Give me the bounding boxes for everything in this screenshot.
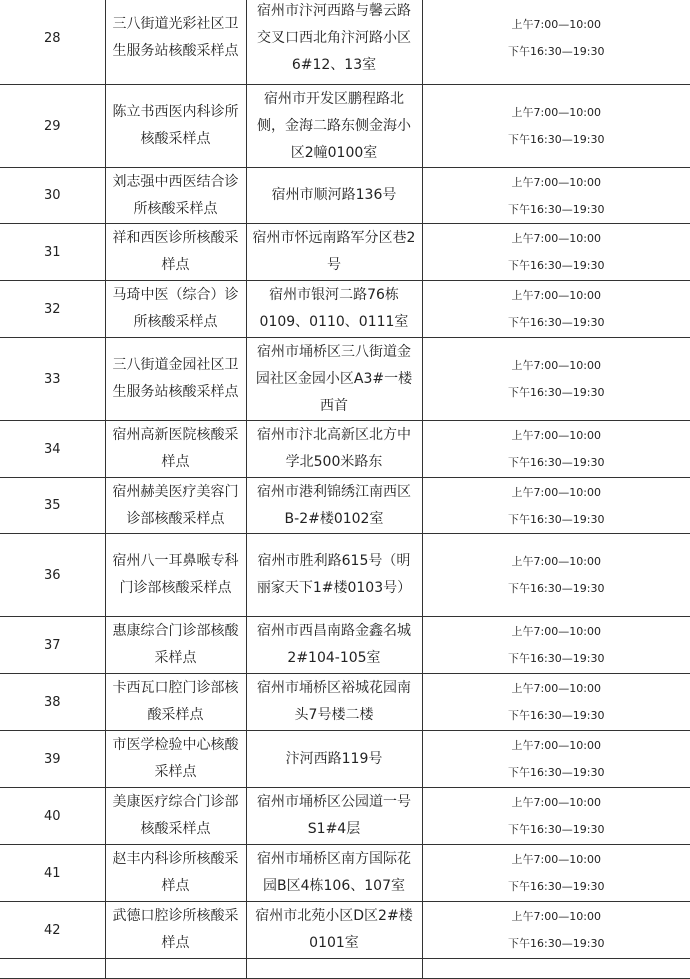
afternoon-hours: 下午16:30—19:30 [423, 930, 690, 957]
row-number: 32 [0, 281, 105, 338]
site-name [105, 959, 246, 979]
site-address: 宿州市顺河路136号 [246, 168, 422, 224]
site-name: 赵丰内科诊所核酸采样点 [105, 845, 246, 902]
morning-hours: 上午7:00—10:00 [423, 732, 690, 759]
row-number: 29 [0, 85, 105, 168]
opening-hours [422, 168, 690, 224]
table-row [0, 0, 690, 85]
opening-hours [422, 902, 690, 959]
afternoon-hours: 下午16:30—19:30 [423, 575, 690, 602]
table-row [0, 224, 690, 281]
morning-hours: 上午7:00—10:00 [423, 169, 690, 196]
row-number: 39 [0, 731, 105, 788]
site-name: 惠康综合门诊部核酸采样点 [105, 617, 246, 674]
table-row [0, 421, 690, 478]
site-address: 宿州市港利锦绣江南西区B-2#楼0102室 [246, 478, 422, 534]
afternoon-hours: 下午16:30—19:30 [423, 38, 690, 65]
table-row [0, 168, 690, 224]
row-number: 34 [0, 421, 105, 478]
opening-hours [422, 788, 690, 845]
site-address [246, 959, 422, 979]
afternoon-hours: 下午16:30—19:30 [423, 449, 690, 476]
afternoon-hours: 下午16:30—19:30 [423, 196, 690, 223]
opening-hours [422, 959, 690, 979]
site-name: 卡西瓦口腔门诊部核酸采样点 [105, 674, 246, 731]
opening-hours [422, 617, 690, 674]
opening-hours [422, 0, 690, 85]
afternoon-hours: 下午16:30—19:30 [423, 702, 690, 729]
morning-hours: 上午7:00—10:00 [423, 548, 690, 575]
morning-hours: 上午7:00—10:00 [423, 903, 690, 930]
table-row [0, 281, 690, 338]
row-number: 37 [0, 617, 105, 674]
morning-hours: 上午7:00—10:00 [423, 11, 690, 38]
opening-hours [422, 224, 690, 281]
afternoon-hours: 下午16:30—19:30 [423, 759, 690, 786]
table-row [0, 617, 690, 674]
row-number: 38 [0, 674, 105, 731]
opening-hours [422, 845, 690, 902]
site-name: 宿州赫美医疗美容门诊部核酸采样点 [105, 478, 246, 534]
site-address: 宿州市胜利路615号（明丽家天下1#楼0103号） [246, 534, 422, 617]
table-row [0, 478, 690, 534]
site-address: 宿州市埇桥区裕城花园南头7号楼二楼 [246, 674, 422, 731]
site-name: 美康医疗综合门诊部核酸采样点 [105, 788, 246, 845]
site-address: 宿州市汴北高新区北方中学北500米路东 [246, 421, 422, 478]
afternoon-hours: 下午16:30—19:30 [423, 309, 690, 336]
row-number: 40 [0, 788, 105, 845]
table-row [0, 731, 690, 788]
afternoon-hours: 下午16:30—19:30 [423, 379, 690, 406]
morning-hours: 上午7:00—10:00 [423, 422, 690, 449]
site-name: 武德口腔诊所核酸采样点 [105, 902, 246, 959]
site-name: 宿州高新医院核酸采样点 [105, 421, 246, 478]
morning-hours: 上午7:00—10:00 [423, 846, 690, 873]
table-row [0, 902, 690, 959]
site-address: 汴河西路119号 [246, 731, 422, 788]
morning-hours: 上午7:00—10:00 [423, 675, 690, 702]
table-row [0, 959, 690, 979]
row-number: 31 [0, 224, 105, 281]
row-number: 42 [0, 902, 105, 959]
opening-hours [422, 534, 690, 617]
site-address: 宿州市埇桥区公园道一号S1#4层 [246, 788, 422, 845]
table-row [0, 788, 690, 845]
morning-hours: 上午7:00—10:00 [423, 282, 690, 309]
row-number: 30 [0, 168, 105, 224]
site-name: 马琦中医（综合）诊所核酸采样点 [105, 281, 246, 338]
table-row [0, 85, 690, 168]
row-number: 36 [0, 534, 105, 617]
site-address: 宿州市汴河西路与馨云路交叉口西北角汴河路小区6#12、13室 [246, 0, 422, 85]
row-number: 33 [0, 338, 105, 421]
opening-hours [422, 478, 690, 534]
morning-hours: 上午7:00—10:00 [423, 789, 690, 816]
table-row [0, 674, 690, 731]
morning-hours: 上午7:00—10:00 [423, 352, 690, 379]
site-name: 宿州八一耳鼻喉专科门诊部核酸采样点 [105, 534, 246, 617]
site-address: 宿州市西昌南路金鑫名城2#104-105室 [246, 617, 422, 674]
afternoon-hours: 下午16:30—19:30 [423, 126, 690, 153]
afternoon-hours: 下午16:30—19:30 [423, 252, 690, 279]
site-name: 陈立书西医内科诊所核酸采样点 [105, 85, 246, 168]
site-name: 市医学检验中心核酸采样点 [105, 731, 246, 788]
site-address: 宿州市银河二路76栋0109、0110、0111室 [246, 281, 422, 338]
opening-hours [422, 674, 690, 731]
opening-hours [422, 85, 690, 168]
site-name: 祥和西医诊所核酸采样点 [105, 224, 246, 281]
morning-hours: 上午7:00—10:00 [423, 479, 690, 506]
opening-hours [422, 338, 690, 421]
table-row [0, 534, 690, 617]
morning-hours: 上午7:00—10:00 [423, 225, 690, 252]
afternoon-hours: 下午16:30—19:30 [423, 816, 690, 843]
afternoon-hours: 下午16:30—19:30 [423, 873, 690, 900]
afternoon-hours: 下午16:30—19:30 [423, 506, 690, 533]
row-number: 35 [0, 478, 105, 534]
afternoon-hours: 下午16:30—19:30 [423, 645, 690, 672]
morning-hours: 上午7:00—10:00 [423, 99, 690, 126]
row-number: 28 [0, 0, 105, 85]
site-address: 宿州市埇桥区南方国际花园B区4栋106、107室 [246, 845, 422, 902]
row-number [0, 959, 105, 979]
row-number: 41 [0, 845, 105, 902]
table-row [0, 845, 690, 902]
site-address: 宿州市怀远南路军分区巷2号 [246, 224, 422, 281]
opening-hours [422, 421, 690, 478]
table-row [0, 338, 690, 421]
site-name: 三八街道光彩社区卫生服务站核酸采样点 [105, 0, 246, 85]
site-address: 宿州市北苑小区D区2#楼0101室 [246, 902, 422, 959]
site-address: 宿州市埇桥区三八街道金园社区金园小区A3#一楼西首 [246, 338, 422, 421]
opening-hours [422, 731, 690, 788]
site-name: 三八街道金园社区卫生服务站核酸采样点 [105, 338, 246, 421]
site-name: 刘志强中西医结合诊所核酸采样点 [105, 168, 246, 224]
morning-hours: 上午7:00—10:00 [423, 618, 690, 645]
opening-hours [422, 281, 690, 338]
site-address: 宿州市开发区鹏程路北侧，金海二路东侧金海小区2幢0100室 [246, 85, 422, 168]
